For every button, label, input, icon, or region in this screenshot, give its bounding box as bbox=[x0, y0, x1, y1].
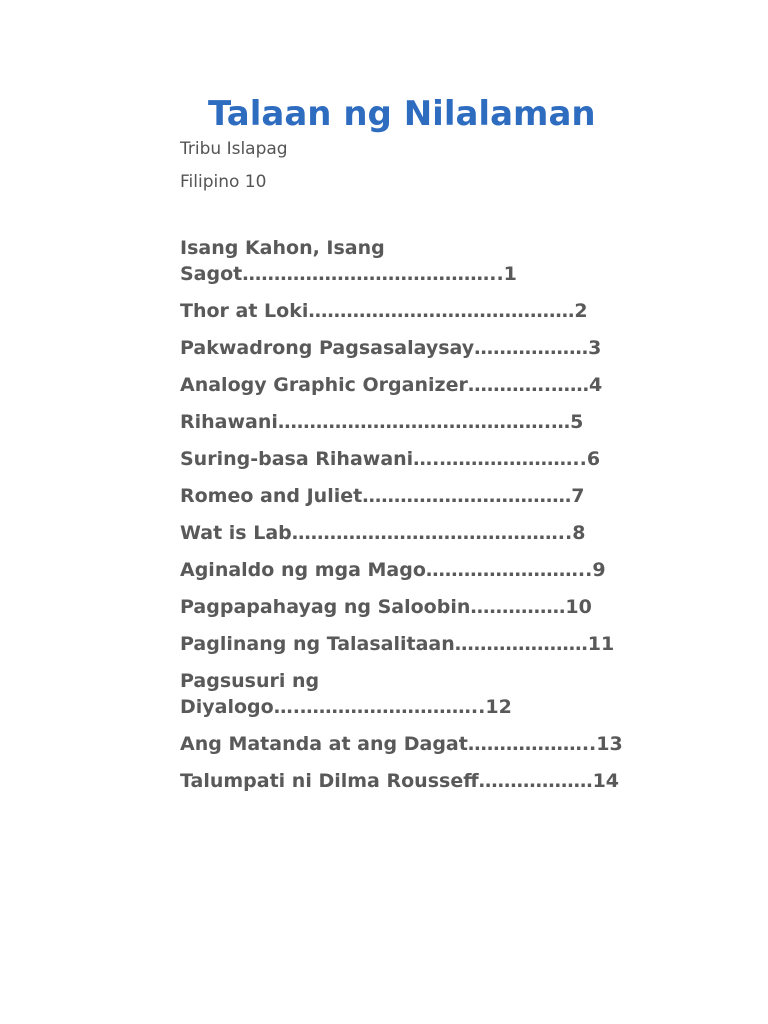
toc-entry bbox=[180, 446, 700, 472]
toc-entry bbox=[180, 483, 700, 509]
toc-entry bbox=[180, 520, 700, 546]
toc-entry-text: Suring-basa Rihawani….…………………..6 bbox=[180, 448, 601, 470]
toc-entry-text-continued: Sagot…………………………………..1 bbox=[180, 263, 517, 285]
toc-entry-text: Pakwadrong Pagsasalaysay………………3 bbox=[180, 337, 602, 359]
toc-entry-text: Ang Matanda at ang Dagat………………..13 bbox=[180, 733, 623, 755]
toc-entry-text: Talumpati ni Dilma Rousseff………………14 bbox=[180, 770, 620, 792]
subject-name: Filipino 10 bbox=[180, 172, 267, 192]
toc-entry-text: Analogy Graphic Organizer………….……4 bbox=[180, 374, 603, 396]
toc-entry-text: Romeo and Juliet……………………………7 bbox=[180, 485, 585, 507]
toc-entry-text: Isang Kahon, Isang bbox=[180, 237, 385, 259]
toc-entry bbox=[180, 235, 700, 287]
page-title: Talaan ng Nilalaman bbox=[208, 94, 596, 134]
toc-entry bbox=[180, 409, 700, 435]
group-name: Tribu Islapag bbox=[180, 139, 288, 159]
toc-entry-text: Paglinang ng Talasalitaan…………………11 bbox=[180, 633, 615, 655]
toc-entry bbox=[180, 557, 700, 583]
toc-entry-text: Thor at Loki……………………………………2 bbox=[180, 300, 588, 322]
toc-entry-text: Aginaldo ng mga Mago……………………..9 bbox=[180, 559, 606, 581]
toc-entry bbox=[180, 668, 700, 720]
table-of-contents bbox=[180, 235, 700, 805]
toc-entry bbox=[180, 731, 700, 757]
toc-entry-text-continued: Diyalogo….………………………..12 bbox=[180, 696, 512, 718]
toc-entry bbox=[180, 372, 700, 398]
toc-entry-text: Pagsusuri ng bbox=[180, 670, 320, 692]
toc-entry bbox=[180, 768, 700, 794]
toc-entry-text: Rihawani…………………………………….…5 bbox=[180, 411, 584, 433]
toc-entry bbox=[180, 631, 700, 657]
toc-entry-text: Pagpapahayag ng Saloobin……………10 bbox=[180, 596, 592, 618]
toc-entry-text: Wat is Lab……………………………………..8 bbox=[180, 522, 586, 544]
toc-entry bbox=[180, 335, 700, 361]
toc-entry bbox=[180, 594, 700, 620]
toc-entry bbox=[180, 298, 700, 324]
